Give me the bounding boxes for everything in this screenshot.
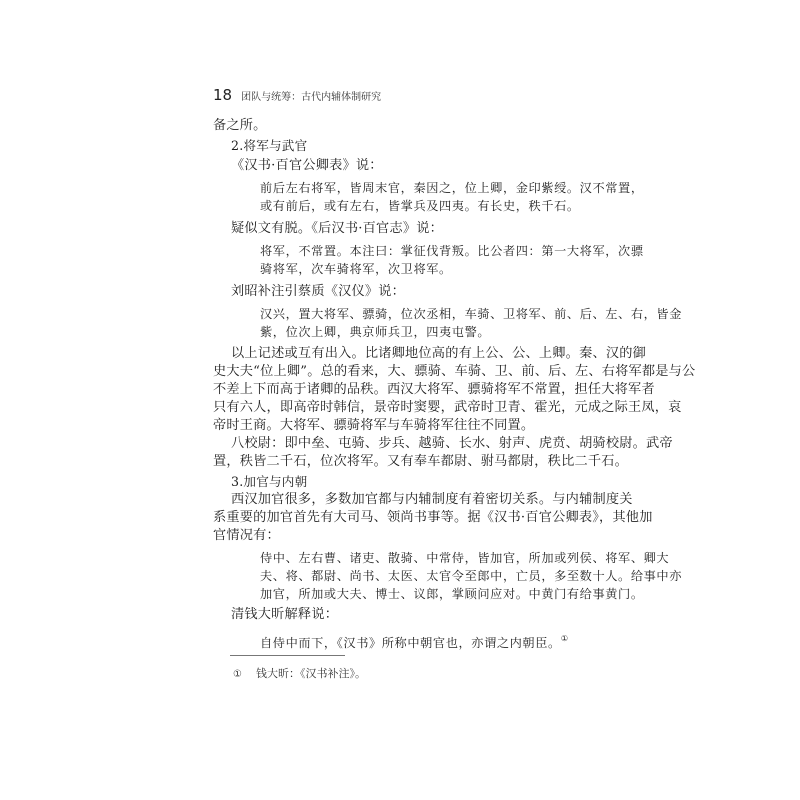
footnote-rule [230, 655, 345, 656]
footnote-ref[interactable]: ① [560, 634, 569, 643]
body-line: 刘昭补注引蔡质《汉仪》说： [231, 284, 406, 299]
body-line: 备之所。 [213, 118, 267, 133]
footnote [233, 665, 366, 681]
footnote-text: 钱大昕：《汉书补注》。 [255, 667, 366, 680]
quote-text: 自侍中而下，《汉书》所称中朝官也，亦谓之内朝臣。 [260, 636, 561, 650]
quote-line: 将军，不常置。本注曰：掌征伐背叛。比公者四：第一大将军，次骠 [260, 244, 644, 258]
body-line: 西汉加官很多，多数加官都与内辅制度有着密切关系。与内辅制度关 [231, 492, 633, 507]
quote-line [260, 630, 569, 652]
section-heading: 2.将军与武官 [231, 138, 308, 153]
body-line: 不差上下而高于诸卿的品秩。西汉大将军、骠骑将军不常置，担任大将军者 [213, 382, 655, 397]
running-title: 团队与统筹：古代内辅体制研究 [241, 92, 382, 103]
body-line: 置，秩皆二千石，位次将军。又有奉车都尉、驸马都尉，秩比二千石。 [213, 454, 629, 469]
quote-line: 或有前后，或有左右，皆掌兵及四夷。有长史，秩千石。 [260, 199, 580, 213]
quote-line: 侍中、左右曹、诸吏、散骑、中常侍，皆加官，所加或列侯、将军、卿大 [260, 551, 670, 565]
body-line: 帝时王商。大将军、骠骑将军与车骑将军往往不同置。 [213, 418, 535, 433]
quote-line: 骑将军，次车骑将军，次卫将军。 [260, 262, 452, 276]
footnote-marker: ① [233, 669, 242, 680]
body-line: 只有六人，即高帝时韩信，景帝时窦婴，武帝时卫青、霍光，元成之际王凤，哀 [213, 400, 682, 415]
section-heading: 3.加官与内朝 [231, 474, 308, 489]
body-line: 史大夫“位上卿”。总的看来，大、骠骑、车骑、卫、前、后、左、右将军都是与公 [213, 364, 696, 379]
quote-line: 紫，位次上卿，典京师兵卫，四夷屯警。 [260, 325, 491, 339]
running-header [213, 86, 381, 104]
body-line: 系重要的加官首先有大司马、领尚书事等。据《汉书·百官公卿表》，其他加 [213, 510, 653, 525]
quote-line: 夫、将、都尉、尚书、太医、太官令至郎中，亡员，多至数十人。给事中亦 [260, 569, 682, 583]
quote-line: 加官，所加或大夫、博士、议郎，掌顾问应对。中黄门有给事黄门。 [260, 587, 644, 601]
body-line: 清钱大昕解释说： [231, 607, 339, 622]
body-line: 八校尉：即中垒、屯骑、步兵、越骑、长水、射声、虎贲、胡骑校尉。武帝 [231, 436, 673, 451]
page-number: 18 [213, 86, 233, 104]
body-line: 《汉书·百官公卿表》说： [231, 158, 383, 173]
body-line: 疑似文有脱。《后汉书·百官志》说： [231, 221, 443, 236]
quote-line: 前后左右将军，皆周末官，秦因之，位上卿，金印紫绶。汉不常置， [260, 181, 644, 195]
body-line: 以上记述或互有出入。比诸卿地位高的有上公、公、上卿。秦、汉的御 [231, 346, 647, 361]
body-line: 官情况有： [213, 528, 280, 543]
quote-line: 汉兴，置大将军、骠骑，位次丞相，车骑、卫将军、前、后、左、右，皆金 [260, 307, 682, 321]
